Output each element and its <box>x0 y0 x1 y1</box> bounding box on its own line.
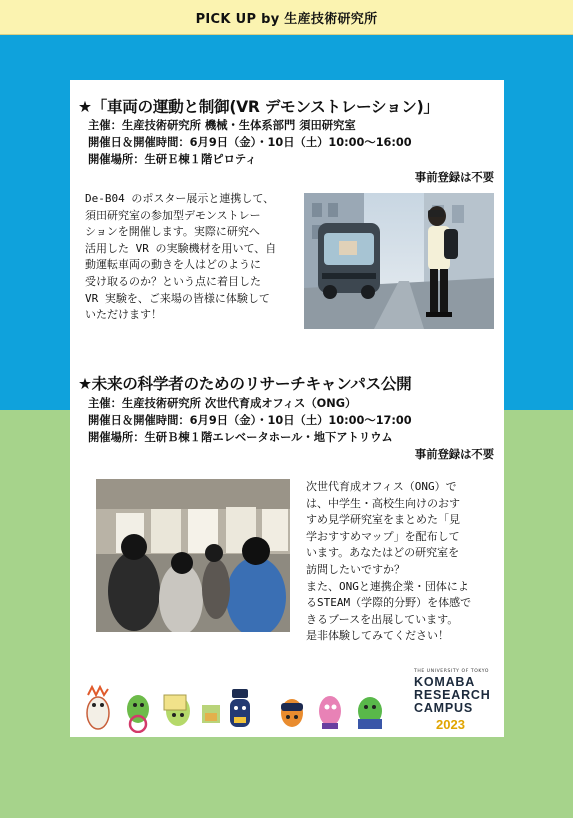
event1-datetime: 開催日＆開催時間：6月9日（金）・10日（土）10:00～16:00 <box>88 136 412 149</box>
event2-desc-line: います。あなたはどの研究室を <box>306 546 460 560</box>
event2-desc-line: すめ見学研究室をまとめた「見 <box>306 513 460 527</box>
logo-komaba: KOMABA <box>414 675 476 689</box>
event2-title: ★未来の科学者のためのリサーチキャンパス公開 <box>78 375 412 393</box>
event2-desc-line: 訪問したいですか？ <box>306 562 405 576</box>
event1-desc-line: 受け取るのか？という点に着目した <box>85 274 261 288</box>
logo-year: 2023 <box>436 717 465 732</box>
mascot-box-icon <box>202 705 220 723</box>
header-title: PICK UP by 生産技術研究所 <box>195 12 378 27</box>
event1-venue: 開催場所：生研Ｅ棟１階ピロティ <box>88 153 257 166</box>
mascot-map-icon <box>164 695 190 726</box>
event2-desc-line: きるブースを出展しています。 <box>306 612 459 626</box>
event2-desc-line: るSTEAM（学際的分野）を体感で <box>306 596 472 610</box>
event1-desc-line: De-B04 のポスター展示と連携して、 <box>85 192 275 205</box>
event2-desc-line: また、ONGと連携企業・団体によ <box>306 579 469 593</box>
mascot-wheelchair-icon <box>127 695 149 732</box>
event1-desc-line: 須田研究室の参加型デモンストレー <box>85 208 261 222</box>
event2-datetime: 開催日＆開催時間：6月9日（金）・10日（土）10:00～17:00 <box>88 414 412 427</box>
event2-desc-line: は、中学生・高校生向けのおす <box>306 496 460 510</box>
vr-demo-photo <box>304 193 494 329</box>
event2-organizer: 主催：生産技術研究所 次世代育成オフィス（ONG） <box>88 397 357 410</box>
mascot-scientist-icon <box>87 687 109 729</box>
event1-title: ★「車両の運動と制御(VR デモンストレーション)」 <box>78 98 439 116</box>
mascot-orange-icon <box>281 699 303 727</box>
event1-desc-line: ションを開催します。実際に研究へ <box>85 225 260 239</box>
event1-desc-line: 活用した VR の実験機材を用いて、自 <box>85 241 277 255</box>
header-bar <box>0 0 573 35</box>
event1-registration: 事前登録は不要 <box>414 171 494 184</box>
event1-desc-line: いただけます！ <box>85 308 162 322</box>
event2-description <box>306 479 502 645</box>
event2-registration: 事前登録は不要 <box>414 448 494 461</box>
event1-organizer: 主催：生産技術研究所 機械・生体系部門 須田研究室 <box>88 119 356 132</box>
mascot-green-icon <box>358 697 382 729</box>
event1-description <box>85 191 300 324</box>
mascot-pink-icon <box>319 696 341 729</box>
logo-university-text: THE UNIVERSITY OF TOKYO <box>414 669 490 674</box>
event1-desc-line: VR 実験を、ご来場の皆様に体験して <box>85 291 270 305</box>
event1-desc-line: 動運転車両の動きを人はどのように <box>85 258 261 272</box>
research-campus-photo <box>96 479 290 632</box>
event2-venue: 開催場所：生研Ｂ棟１階エレベータホール・地下アトリウム <box>88 431 393 444</box>
mascot-police-icon <box>230 689 250 727</box>
event2-desc-line: 次世代育成オフィス（ONG）で <box>306 480 457 493</box>
event2-desc-line: 是非体験してみてください！ <box>306 629 449 643</box>
event2-desc-line: 学おすすめマップ」を配布して <box>306 529 460 543</box>
logo-campus: CAMPUS <box>414 701 473 715</box>
komaba-research-campus-logo <box>414 669 498 732</box>
mascot-characters <box>80 683 400 733</box>
logo-research: RESEARCH <box>414 688 491 702</box>
